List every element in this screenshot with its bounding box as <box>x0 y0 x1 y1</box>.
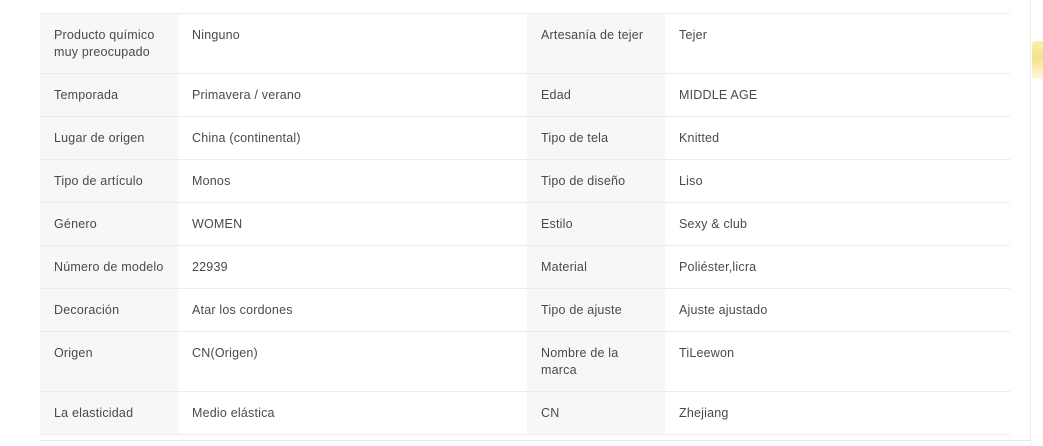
spec-value: Poliéster,licra <box>665 246 1010 289</box>
spec-label: Lugar de origen <box>40 117 178 160</box>
spec-row <box>40 117 1010 160</box>
spec-value: WOMEN <box>178 203 527 246</box>
spec-label: Origen <box>40 332 178 392</box>
spec-value: CN(Origen) <box>178 332 527 392</box>
spec-value: Primavera / verano <box>178 74 527 117</box>
side-flyout-badge[interactable] <box>1032 41 1043 79</box>
spec-value: MIDDLE AGE <box>665 74 1010 117</box>
page-right-divider <box>1030 0 1031 446</box>
spec-label: Decoración <box>40 289 178 332</box>
spec-label: Temporada <box>40 74 178 117</box>
spec-label: Tipo de tela <box>527 117 665 160</box>
spec-row <box>40 246 1010 289</box>
spec-label: Tipo de diseño <box>527 160 665 203</box>
spec-value: Sexy & club <box>665 203 1010 246</box>
spec-value: 22939 <box>178 246 527 289</box>
spec-row <box>40 160 1010 203</box>
spec-label: Tipo de ajuste <box>527 289 665 332</box>
spec-label: Nombre de la marca <box>527 332 665 392</box>
spec-value: China (continental) <box>178 117 527 160</box>
spec-label: Producto químico muy preocupado <box>40 14 178 74</box>
spec-label: Tipo de artículo <box>40 160 178 203</box>
spec-label: Material <box>527 246 665 289</box>
spec-row <box>40 289 1010 332</box>
spec-label: Número de modelo <box>40 246 178 289</box>
spec-value: Ajuste ajustado <box>665 289 1010 332</box>
spec-row <box>40 14 1010 74</box>
spec-label: Estilo <box>527 203 665 246</box>
spec-label: La elasticidad <box>40 392 178 435</box>
section-bottom-divider <box>40 440 1030 441</box>
product-spec-table <box>40 13 1010 435</box>
spec-value: Tejer <box>665 14 1010 74</box>
spec-row <box>40 332 1010 392</box>
spec-value: Medio elástica <box>178 392 527 435</box>
spec-value: Liso <box>665 160 1010 203</box>
spec-label: Artesanía de tejer <box>527 14 665 74</box>
spec-label: Edad <box>527 74 665 117</box>
spec-label: Género <box>40 203 178 246</box>
spec-row <box>40 203 1010 246</box>
spec-value: TiLeewon <box>665 332 1010 392</box>
spec-label: CN <box>527 392 665 435</box>
spec-value: Monos <box>178 160 527 203</box>
spec-value: Ninguno <box>178 14 527 74</box>
spec-value: Knitted <box>665 117 1010 160</box>
spec-value: Atar los cordones <box>178 289 527 332</box>
spec-row <box>40 74 1010 117</box>
spec-row <box>40 392 1010 435</box>
spec-value: Zhejiang <box>665 392 1010 435</box>
